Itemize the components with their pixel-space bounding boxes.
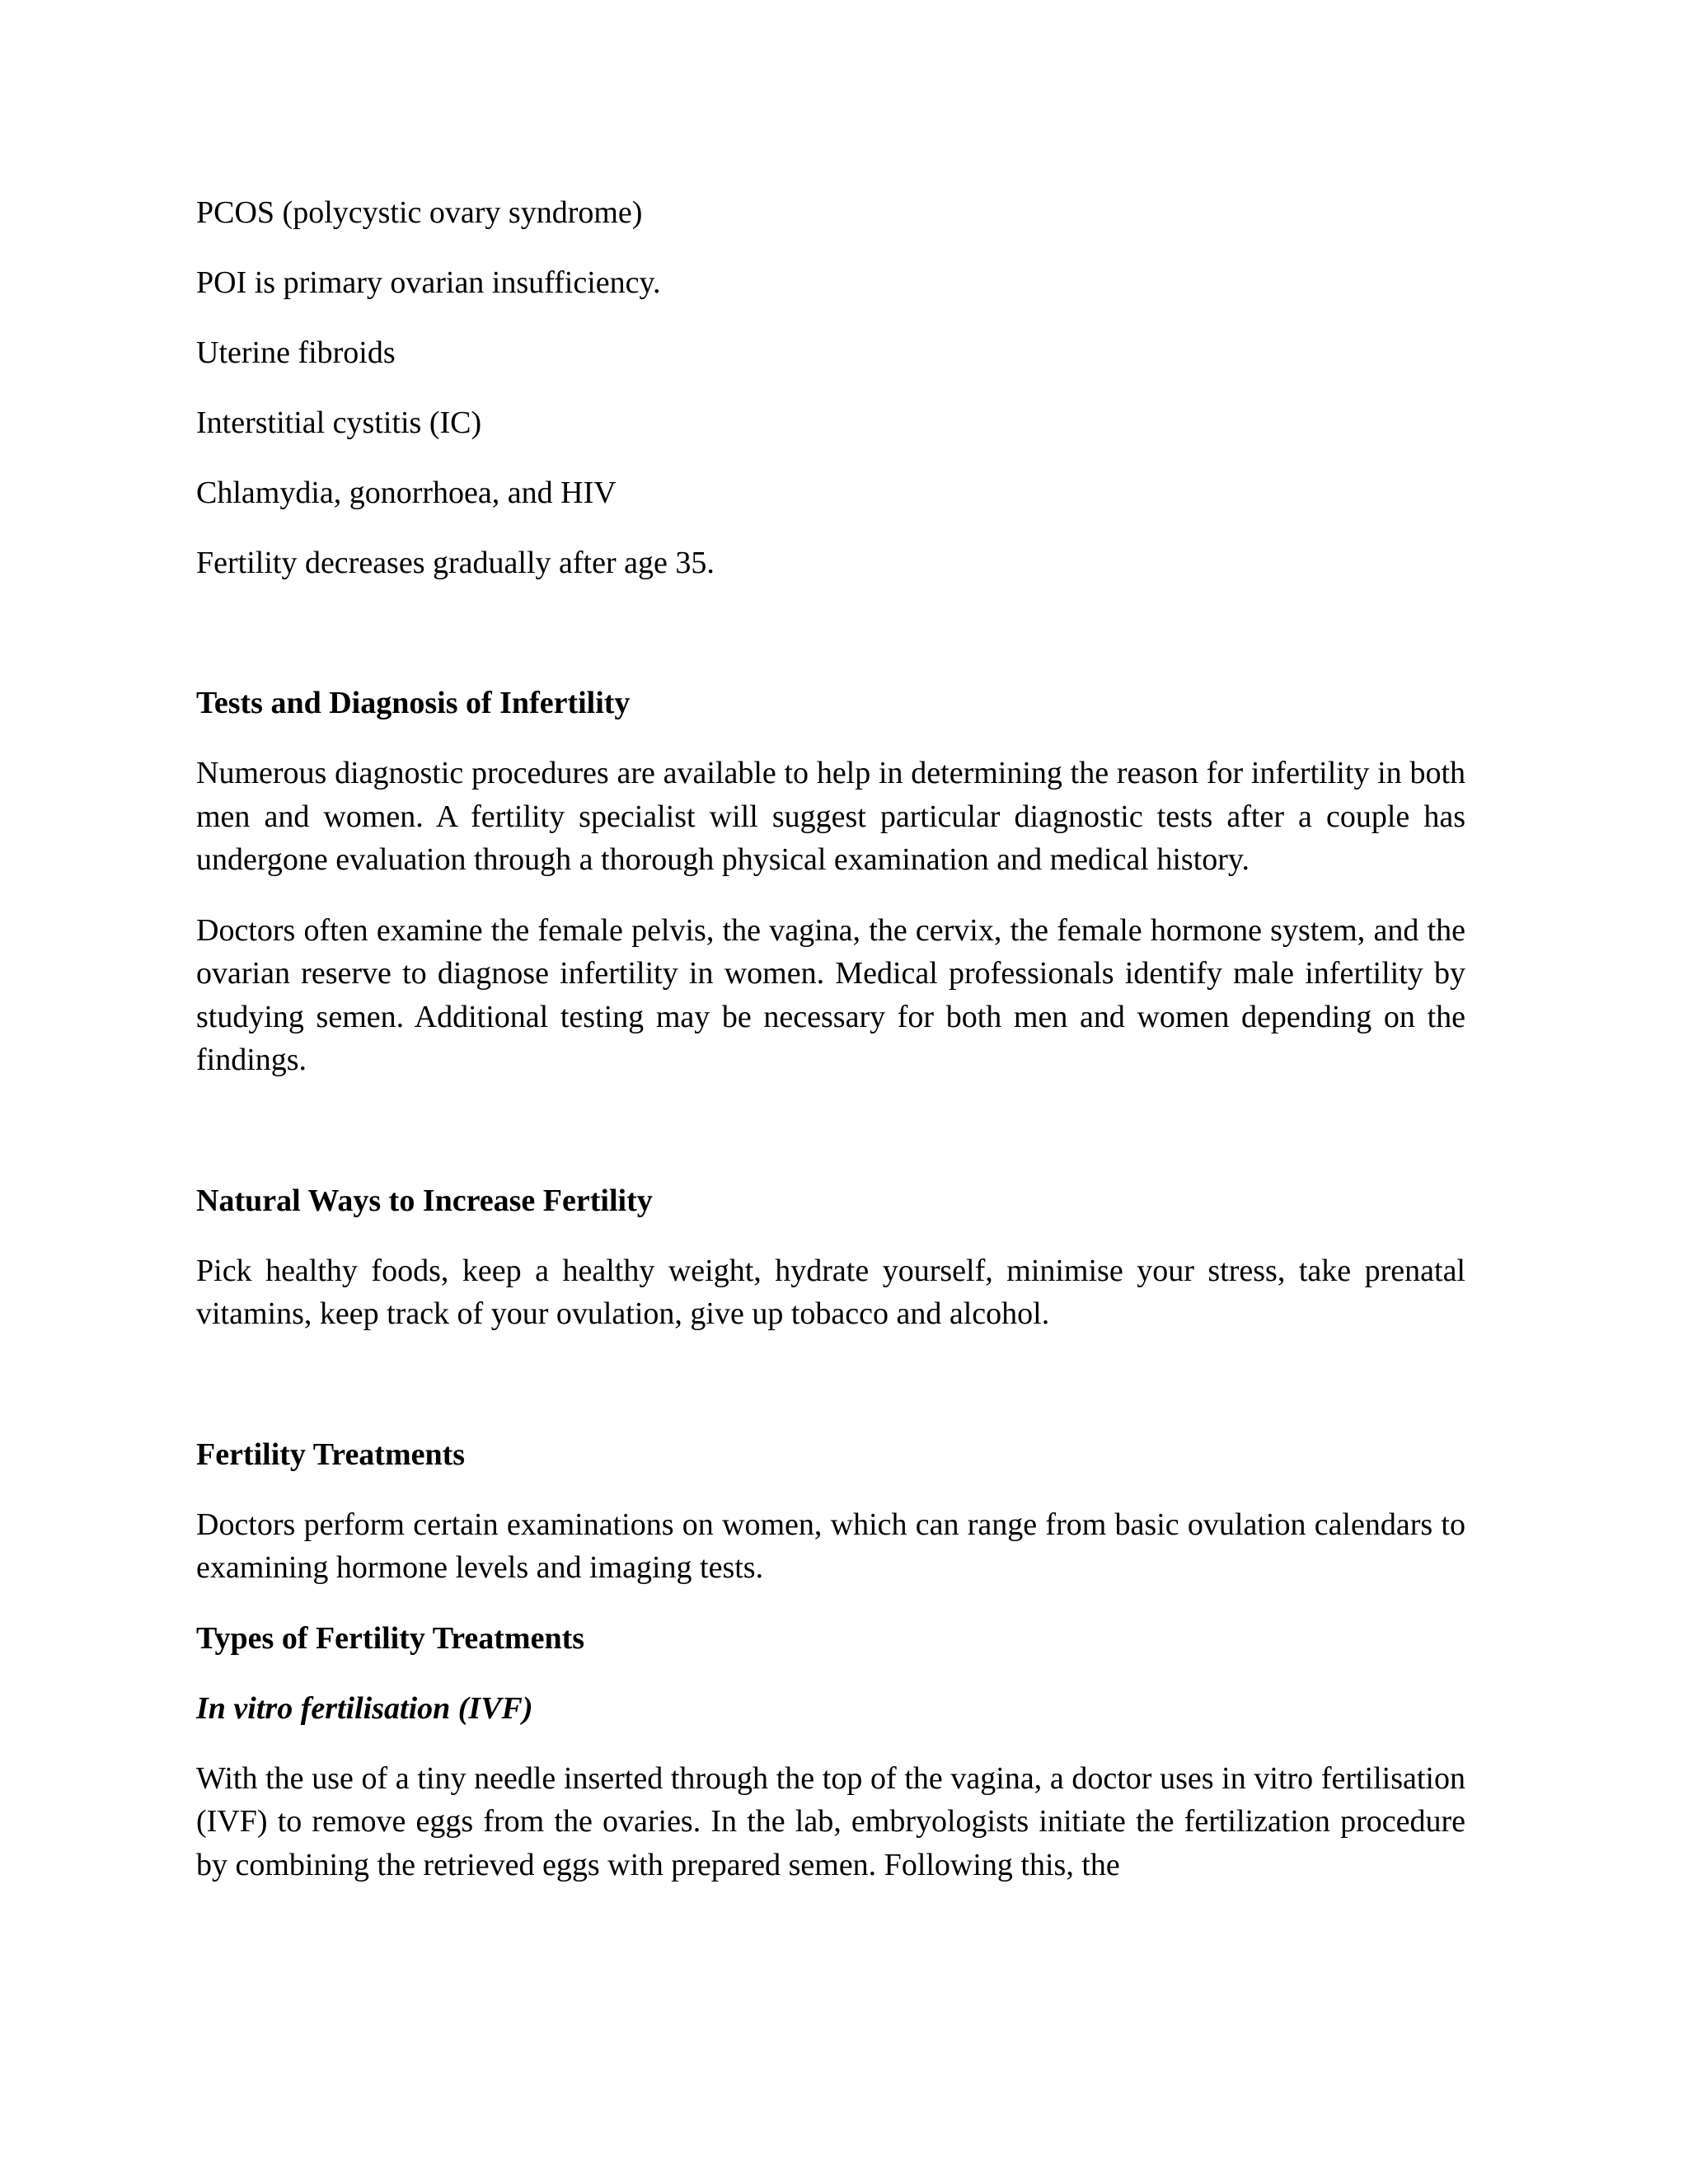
- section-heading-tests: Tests and Diagnosis of Infertility: [196, 686, 631, 720]
- section-heading-natural: Natural Ways to Increase Fertility: [196, 1183, 653, 1218]
- document-page: [196, 191, 1465, 1914]
- natural-paragraph-1: Pick healthy foods, keep a healthy weight, hydrate yourself, minimise your stress, take prenatal vitamins, keep track of your ovulation, give up tobacco and alcohol.: [196, 1253, 1465, 1331]
- treatments-paragraph-1: Doctors perform certain examinations on women, which can range from basic ovulation calendars to examining hormone levels and imaging tests.: [196, 1507, 1465, 1585]
- conditions-list: [196, 191, 1465, 584]
- section-spacer: [196, 1109, 1465, 1179]
- list-item: Uterine fibroids: [196, 335, 396, 370]
- list-item: POI is primary ovarian insufficiency.: [196, 265, 661, 300]
- tests-section: [196, 682, 1465, 1082]
- list-item: Fertility decreases gradually after age 35.: [196, 546, 715, 580]
- section-heading-treatments: Fertility Treatments: [196, 1436, 466, 1472]
- section-spacer: [196, 612, 1465, 682]
- natural-section: [196, 1179, 1465, 1336]
- tests-paragraph-1: Numerous diagnostic procedures are available to help in determining the reason for infertility in both men and women. A fertility specialist will suggest particular diagnostic tests after a couple has undergone evaluation through a thorough physical examination and medical history.: [196, 756, 1465, 877]
- tests-paragraph-2: Doctors often examine the female pelvis, the vagina, the cervix, the female hormone system, and the ovarian reserve to diagnose infertility in women. Medical professionals identify male infertility by studying semen. Additional testing may be necessary for both men and women depending on the findings.: [196, 912, 1465, 1077]
- list-item: Interstitial cystitis (IC): [196, 405, 482, 440]
- section-spacer: [196, 1363, 1465, 1433]
- ivf-paragraph: With the use of a tiny needle inserted through the top of the vagina, a doctor uses in vitro fertilisation (IVF) to remove eggs from the ovaries. In the lab, embryologists initiate the fertilization procedure by combining the retrieved eggs with prepared semen. Following this, the: [196, 1760, 1465, 1882]
- list-item: Chlamydia, gonorrhoea, and HIV: [196, 476, 617, 510]
- list-item: PCOS (polycystic ovary syndrome): [196, 195, 643, 230]
- treatments-section: [196, 1433, 1465, 1887]
- subheading-types: Types of Fertility Treatments: [196, 1620, 585, 1656]
- subheading-ivf: In vitro fertilisation (IVF): [196, 1690, 533, 1726]
